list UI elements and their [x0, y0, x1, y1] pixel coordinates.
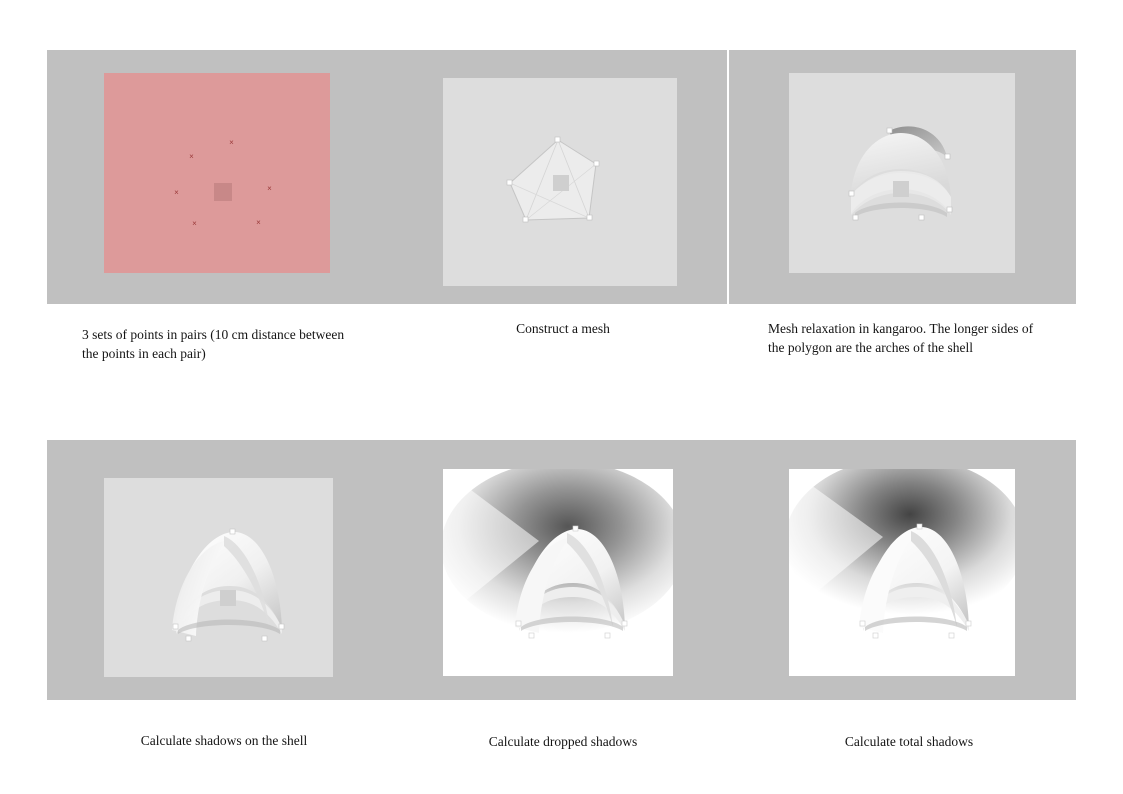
point-marker: [229, 140, 234, 145]
point-marker: [256, 220, 261, 225]
dropped-shadow-diagram: [443, 469, 673, 676]
shell-shadow-canvas: [104, 478, 333, 677]
relaxed-shell-diagram: [789, 73, 1015, 273]
point-marker: [267, 186, 272, 191]
centre-reference-square: [214, 183, 232, 201]
caption-relaxation: Mesh relaxation in kangaroo. The longer sides of the polygon are the arches of the shell: [768, 321, 1034, 355]
total-shadow-diagram: [789, 469, 1015, 676]
point-marker: [174, 190, 179, 195]
panel-divider: [727, 50, 729, 304]
point-marker: [192, 221, 197, 226]
caption-dropped-shadow: Calculate dropped shadows: [488, 734, 638, 749]
relaxation-canvas: [789, 73, 1015, 273]
point-marker: [189, 154, 194, 159]
mesh-canvas: [443, 78, 677, 286]
caption-total-shadow: Calculate total shadows: [844, 734, 974, 749]
caption-mesh: Construct a mesh: [516, 321, 610, 336]
points-canvas: [104, 73, 330, 273]
caption-points: 3 sets of points in pairs (10 cm distance between the points in each pair): [82, 327, 345, 361]
caption-shell-shadow: Calculate shadows on the shell: [140, 733, 308, 748]
mesh-diagram: [443, 78, 677, 286]
total-shadow-canvas: [789, 469, 1015, 676]
shell-shadow-diagram: [104, 478, 333, 677]
dropped-shadow-canvas: [443, 469, 673, 676]
